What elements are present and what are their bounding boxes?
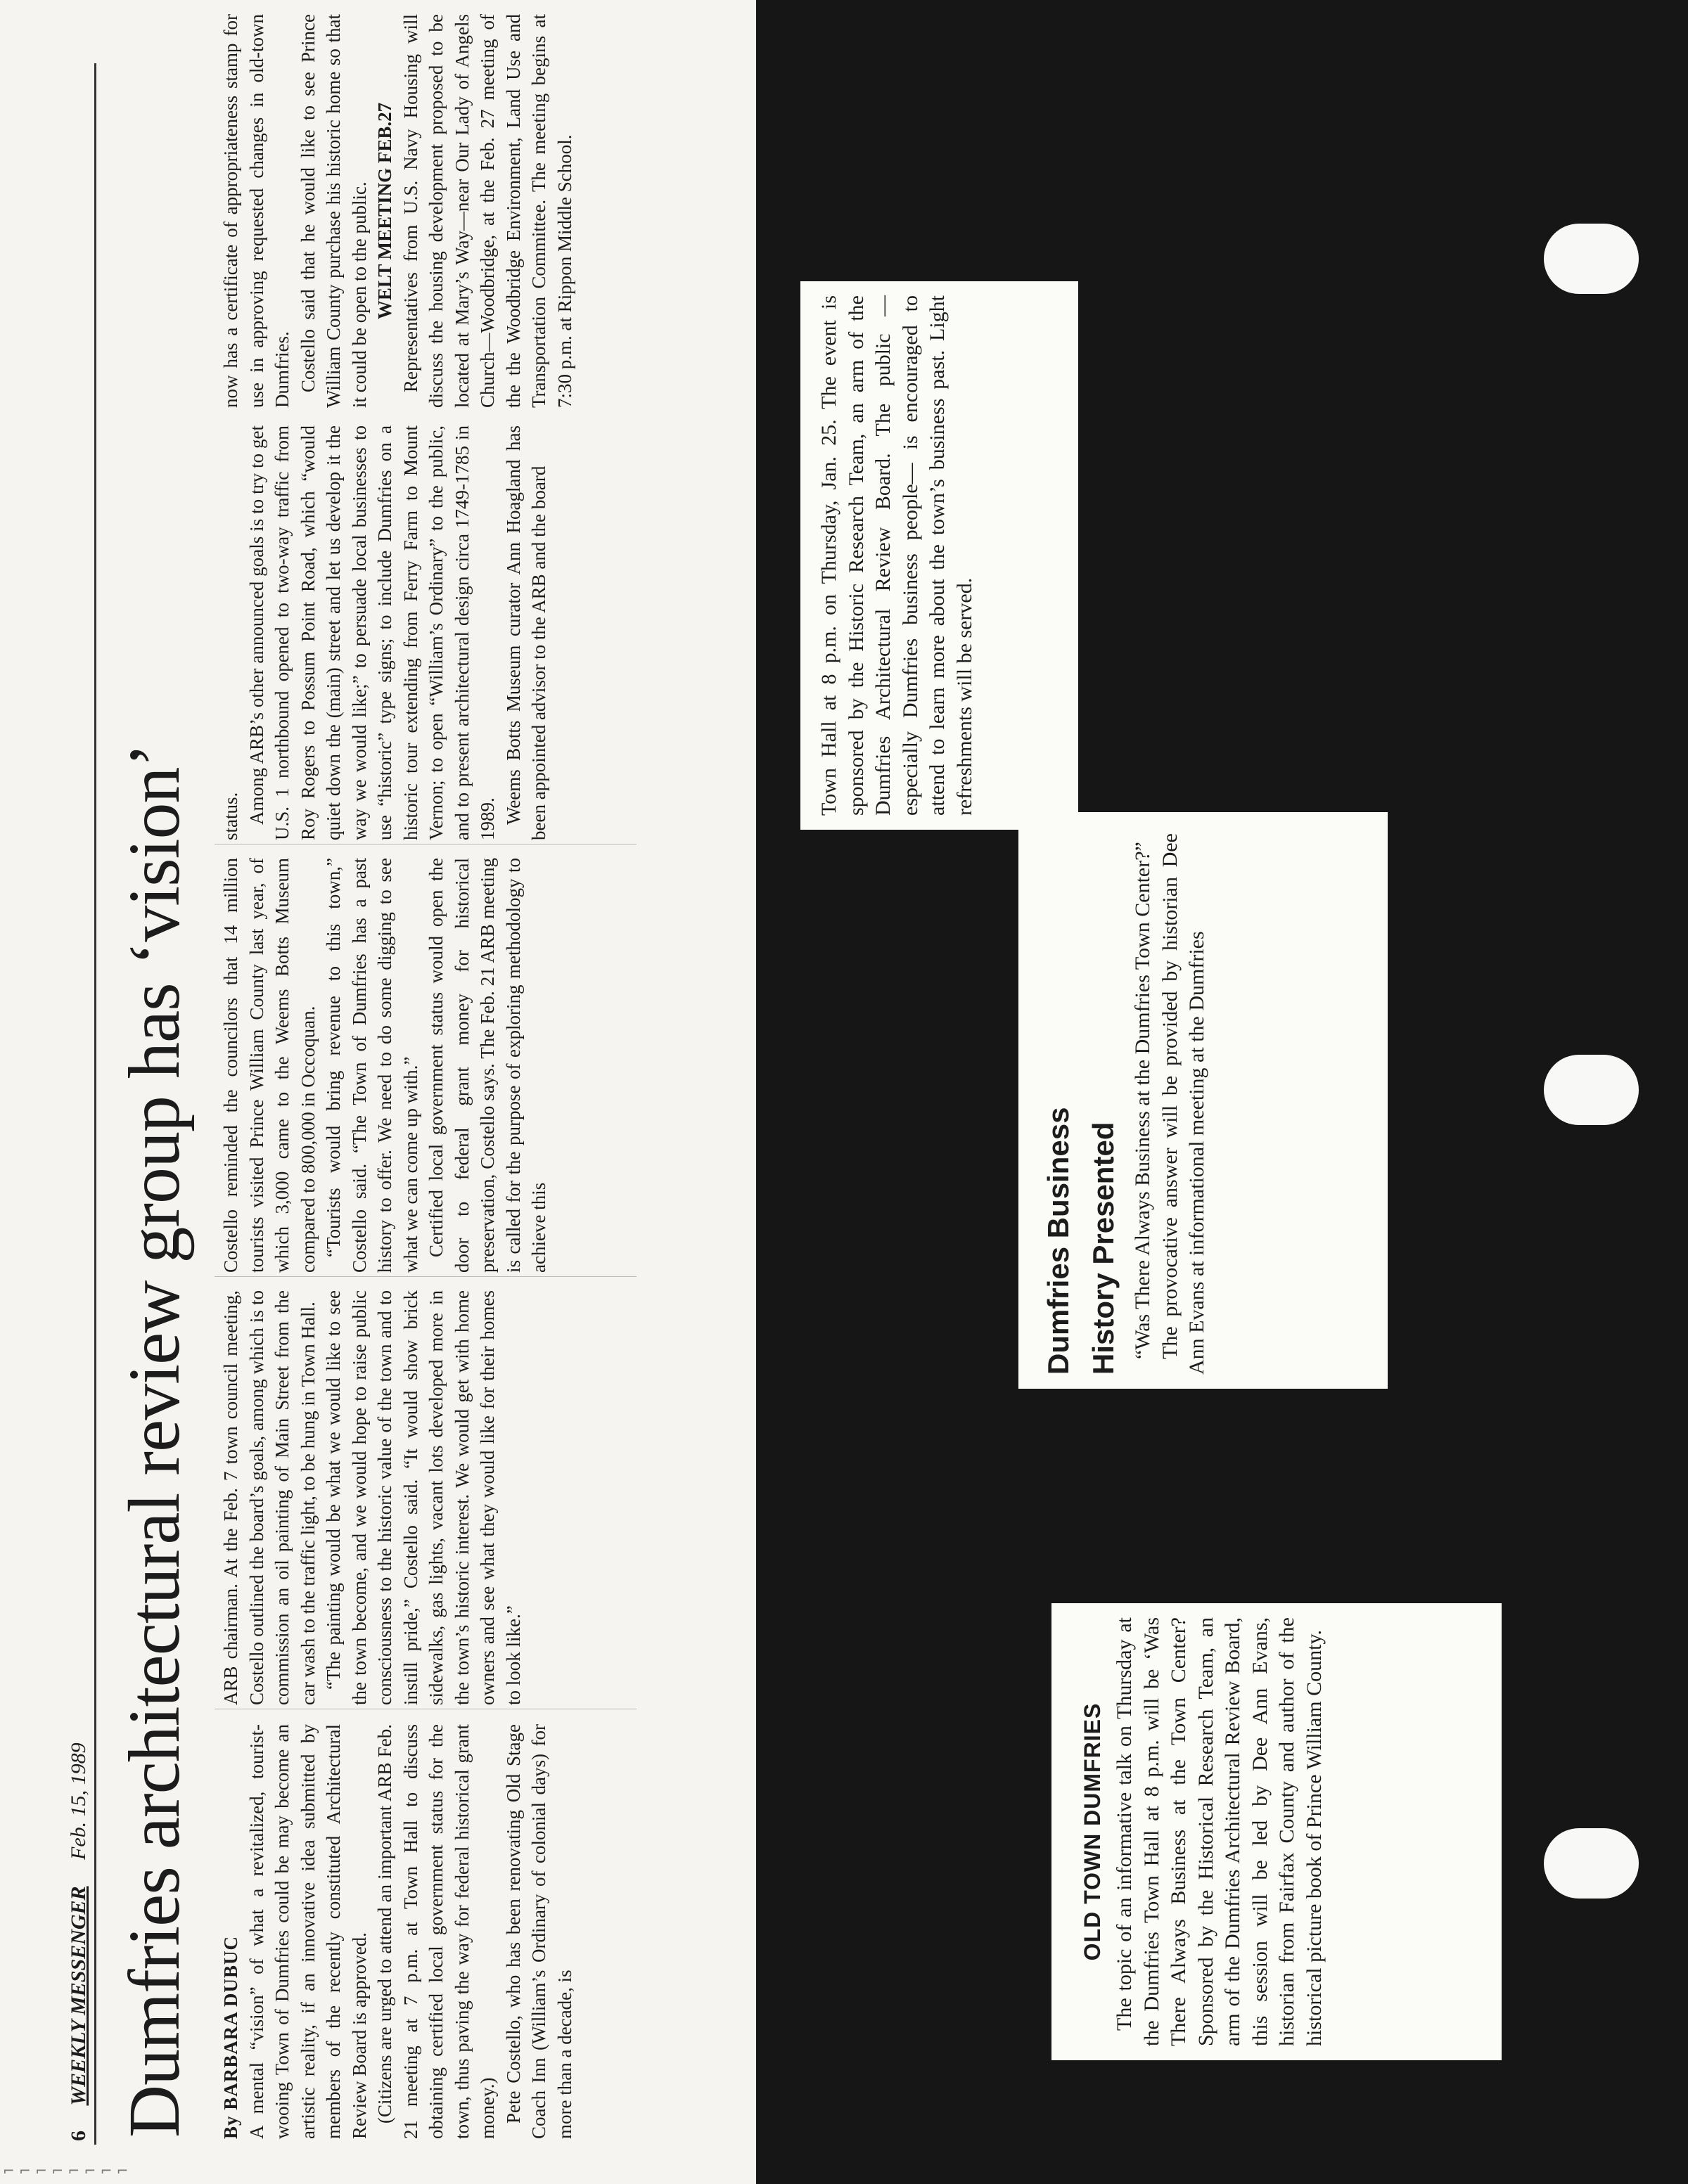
article-paragraph: A mental “vision” of what a revitalized, tourist-wooing Town of Dumfries could be may become an artistic reality, if an innovative idea submitted by members of the recently constituted Architectural Review Board is approved. (245, 1724, 370, 2139)
article-paragraph: “Tourists would bring revenue to this town,” Costello said. “The Town of Dumfries has a past history to offer. We need to do some digging to see what we can come up with.” (323, 858, 421, 1273)
clipping-townhall (800, 281, 1078, 830)
binder-hole (1544, 224, 1639, 294)
clipping-business-paragraph: The provocative answer will be provided by historian Dee Ann Evans at informational meeting at the Dumfries (1158, 833, 1208, 1375)
clipping-business-heading-1: Dumfries Business (1042, 1107, 1075, 1375)
clipping-old-town-body (1080, 1617, 1328, 2046)
clipping-old-town-heading: OLD TOWN DUMFRIES (1080, 1702, 1105, 1961)
publication-date: Feb. 15, 1989 (67, 1742, 90, 1860)
article-column-4 (218, 425, 552, 840)
clipping-business-history (1018, 812, 1388, 1389)
article-column-5 (218, 14, 577, 408)
binder-hole (1544, 1055, 1639, 1125)
clipping-business-paragraph: “Was There Always Business at the Dumfries Town Center?” (1131, 842, 1154, 1359)
article-paragraph: Pete Costello, who has been renovating Old Stage Coach Inn (William’s Ordinary of colonial days) for more than a decade, is (502, 1724, 575, 2139)
running-head (65, 1508, 93, 2141)
article-paragraph: (Citizens are urged to attend an important ARB Feb. 21 meeting at 7 p.m. at Town Hall to discuss obtaining certified local government status for the town, thus paving the way for federal historical grant money.) (374, 1724, 498, 2139)
article-paragraph: “The painting would be what we would like to see the town become, and we would hope to raise public consciousness to the historic value of the town and to instill pride,” Costello said. “It would show brick sidewalks, gas lights, vacant lots developed more in the town’s historic interest. We would get with home owners and see what they would like for their homes to look like.” (323, 1290, 524, 1705)
clipping-business-body (1040, 833, 1211, 1375)
clipping-old-town (1051, 1603, 1502, 2060)
binder-hole (1544, 1828, 1639, 1899)
byline: By BARBARA DUBUC (220, 1935, 241, 2139)
article-paragraph: ARB chairman. At the Feb. 7 town council meeting, Costello outlined the board’s goals, among which is to commission an oil painting of Main Street from the car wash to the traffic light, to be hung in Town Hall. (220, 1290, 319, 1705)
column-gutter (215, 1276, 637, 1277)
publication-name: WEEKLY MESSENGER (67, 1886, 90, 2106)
clipping-old-town-paragraph: The topic of an informative talk on Thursday at the Dumfries Town Hall at 8 p.m. will be ‘Was There Always Business at the Town Center? Sponsored by the Historical Research Team, an arm of the Dumfries Architectural Review Board, this session will be led by Dee Ann Evans, historian from Fairfax County and author of the historical picture book of Prince William County. (1113, 1617, 1326, 2046)
subheading-welt-meeting: WELT MEETING FEB.27 (374, 102, 395, 320)
article-column-2 (218, 1290, 526, 1705)
article-paragraph: Costello reminded the councilors that 14 million tourists visited Prince William County last year, of which 3,000 came to the Weems Botts Museum compared to 800,000 in Occoquan. (220, 858, 319, 1273)
page-number: 6 (67, 2131, 90, 2141)
clipping-townhall-text: Town Hall at 8 p.m. on Thursday, Jan. 25. The event is sponsored by the Historic Research Team, an arm of the Dumfries Architectural Review Board. The public —especially Dumfries business people— is encouraged to attend to learn more about the town’s business past. Light refreshments will be served. (817, 295, 976, 816)
article-paragraph: Weems Botts Museum curator Ann Hoagland has been appointed advisor to the ARB and the board (502, 425, 549, 840)
headline: Dumfries architectural review group has ‘vision’ (114, 743, 195, 2138)
article-paragraph: Representatives from U.S. Navy Housing will discuss the housing development proposed to be located at Mary’s Way—near Our Lady of Angels Church—Woodbridge, at the Feb. 27 meeting of the the Woodbridge Environment, Land Use and Transportation Committee. The meeting begins at 7:30 p.m. at Rippon Middle School. (399, 14, 575, 408)
article-paragraph: now has a certificate of appropriateness stamp for use in approving requested changes in old-town Dumfries. (220, 14, 293, 408)
article-paragraph: Costello said that he would like to see Prince William County purchase his historic home so that it could be open to the public. (297, 14, 370, 408)
header-rule (94, 63, 96, 2145)
clipping-business-heading-2: History Presented (1087, 1122, 1120, 1375)
article-column-3 (218, 858, 552, 1273)
article-paragraph: Certified local government status would open the door to federal grant money for historical preservation, Costello says. The Feb. 21 ARB meeting is called for the purpose of exploring methodology to achieve this (426, 858, 549, 1273)
article-paragraph: Among ARB’s other announced goals is to try to get U.S. 1 northbound opened to two-way traffic from Roy Rogers to Possum Point Road, which “would quiet down the (main) street and let us develop it the way we would like;” to persuade local businesses to use “historic” type signs; to include Dumfries on a historic tour extending from Ferry Farm to Mount Vernon; to open “William’s Ordinary” to the public, and to present architectural design circa 1749-1785 in 1989. (245, 425, 498, 840)
margin-tick-marks: ⌐ ⌐ ⌐ ⌐ ⌐ ⌐ ⌐ ⌐ (3, 2162, 129, 2179)
article-column-1 (218, 1724, 577, 2139)
article-paragraph: status. (220, 792, 241, 840)
